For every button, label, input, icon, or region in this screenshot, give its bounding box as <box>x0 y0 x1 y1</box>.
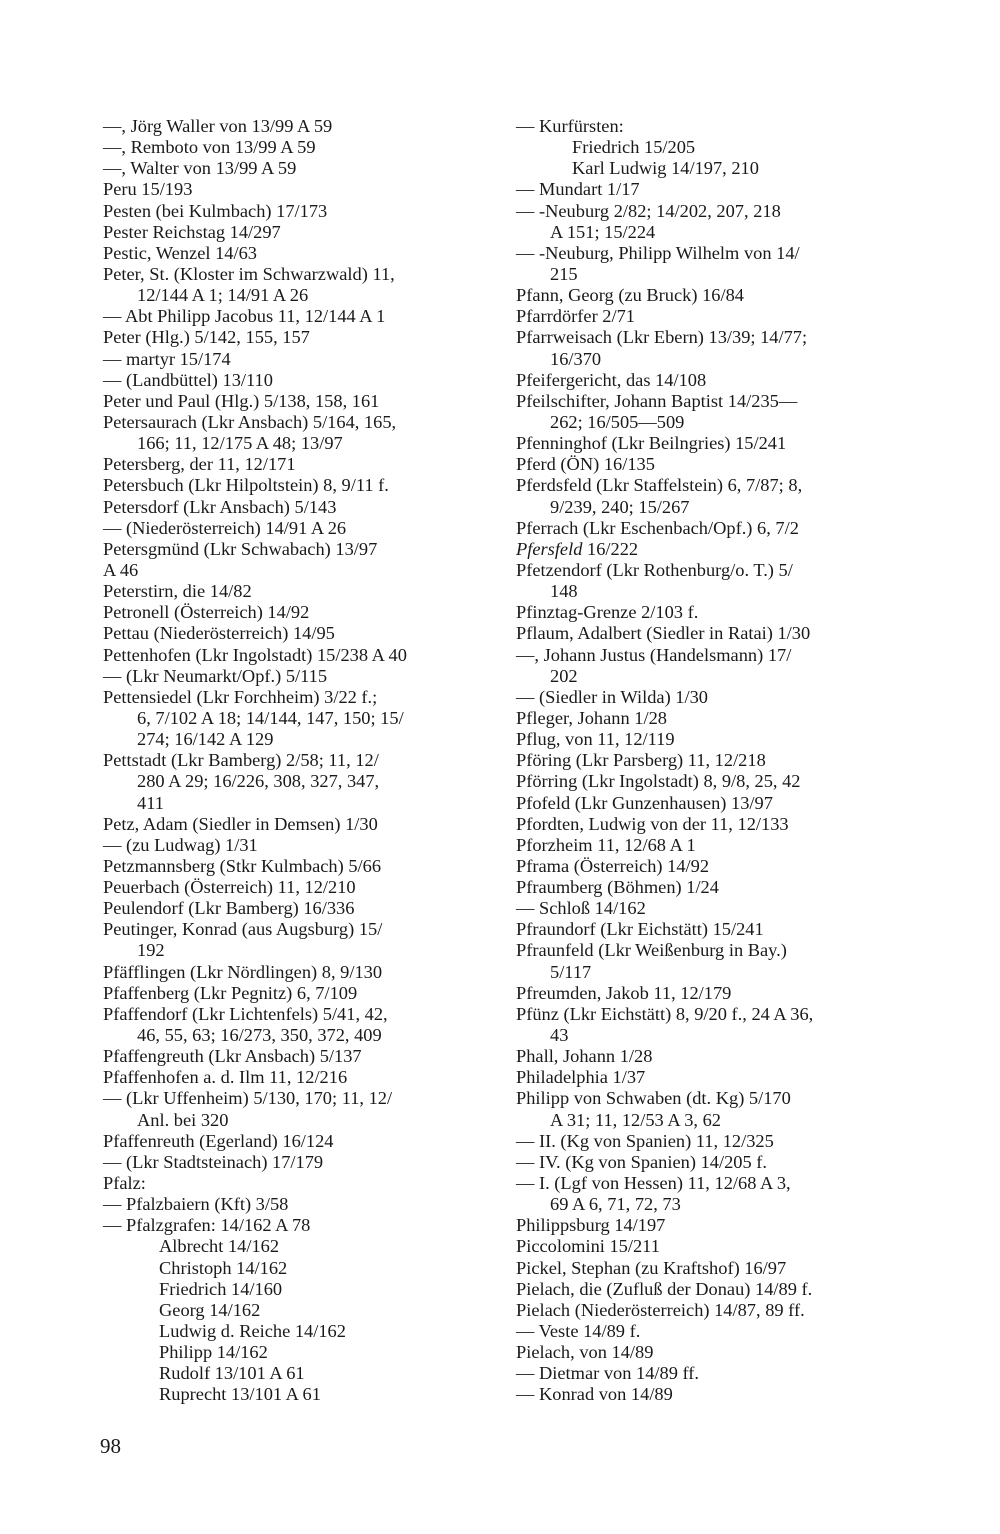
index-entry-line: — Veste 14/89 f. <box>516 1321 641 1342</box>
index-entry-line: 5/117 <box>550 961 592 982</box>
index-entry-line: Petersgmünd (Lkr Schwabach) 13/97 <box>103 538 378 559</box>
index-entry-line: Petronell (Österreich) 14/92 <box>103 602 310 623</box>
index-entry-line: Petz, Adam (Siedler in Demsen) 1/30 <box>103 813 378 834</box>
index-entry-line: Pielach, von 14/89 <box>516 1342 654 1363</box>
index-entry-line: — martyr 15/174 <box>103 348 231 369</box>
index-entry-line: Pföring (Lkr Parsberg) 11, 12/218 <box>516 750 766 771</box>
index-entry-line: Pferdsfeld (Lkr Staffelstein) 6, 7/87; 8, <box>516 475 803 496</box>
index-entry-line: 280 A 29; 16/226, 308, 327, 347, <box>137 771 380 792</box>
index-entry-line: Pfaffenberg (Lkr Pegnitz) 6, 7/109 <box>103 982 358 1003</box>
index-entry-line: Philippsburg 14/197 <box>516 1215 666 1236</box>
index-column-left <box>103 116 488 1406</box>
index-entry-line: Pfaffenreuth (Egerland) 16/124 <box>103 1130 334 1151</box>
index-entry-line: 69 A 6, 71, 72, 73 <box>550 1194 681 1215</box>
index-entry-line: Pferrach (Lkr Eschenbach/Opf.) 6, 7/2 <box>516 517 799 538</box>
index-entry-line: Pfreumden, Jakob 11, 12/179 <box>516 982 732 1003</box>
index-entry-line: Pfordten, Ludwig von der 11, 12/133 <box>516 813 789 834</box>
index-entry-line: —, Walter von 13/99 A 59 <box>103 158 297 179</box>
index-entry-line: Pfraunfeld (Lkr Weißenburg in Bay.) <box>516 940 787 961</box>
index-entry-line: Peter (Hlg.) 5/142, 155, 157 <box>103 327 310 348</box>
index-entry-line: Anl. bei 320 <box>137 1109 229 1130</box>
index-entry-line: Pförring (Lkr Ingolstadt) 8, 9/8, 25, 42 <box>516 771 801 792</box>
index-entry-line: —, Remboto von 13/99 A 59 <box>103 137 316 158</box>
index-entry-line: —, Jörg Waller von 13/99 A 59 <box>103 116 333 136</box>
index-entry-line <box>516 539 906 560</box>
index-entry-line: — (Niederösterreich) 14/91 A 26 <box>103 517 347 538</box>
index-entry-line: — (Siedler in Wilda) 1/30 <box>516 686 708 707</box>
index-entry-line: Pfraumberg (Böhmen) 1/24 <box>516 877 719 898</box>
index-entry-line: Petzmannsberg (Stkr Kulmbach) 5/66 <box>103 855 382 876</box>
index-entry-line: A 31; 11, 12/53 A 3, 62 <box>550 1109 721 1130</box>
index-entry-line: —, Johann Justus (Handelsmann) 17/ <box>516 644 792 665</box>
index-entry-line: 215 <box>550 263 578 284</box>
index-entry-line: Pframa (Österreich) 14/92 <box>516 855 710 876</box>
index-entry-line: 262; 16/505—509 <box>550 411 685 432</box>
index-entry-line: Pfraundorf (Lkr Eichstätt) 15/241 <box>516 919 764 940</box>
index-entry-line: — Mundart 1/17 <box>516 179 640 200</box>
page-number: 98 <box>100 1434 121 1458</box>
index-entry-line: — Pfalzgrafen: 14/162 A 78 <box>103 1215 311 1236</box>
index-entry-line: 166; 11, 12/175 A 48; 13/97 <box>137 433 343 454</box>
index-entry-line: Pfann, Georg (zu Bruck) 16/84 <box>516 285 744 306</box>
index-entry-line: 16/370 <box>550 348 602 369</box>
index-entry-line: Pfeifergericht, das 14/108 <box>516 369 707 390</box>
index-entry-line: Pfaffenhofen a. d. Ilm 11, 12/216 <box>103 1067 348 1088</box>
index-entry-line: Pforzheim 11, 12/68 A 1 <box>516 834 696 855</box>
index-entry-line: Petersberg, der 11, 12/171 <box>103 454 296 475</box>
index-entry-line: 9/239, 240; 15/267 <box>550 496 690 517</box>
index-entry-line: Piccolomini 15/211 <box>516 1236 660 1257</box>
index-entry-line: — I. (Lgf von Hessen) 11, 12/68 A 3, <box>516 1173 791 1194</box>
index-entry-line: Pferd (ÖN) 16/135 <box>516 454 655 475</box>
index-entry-line: 46, 55, 63; 16/273, 350, 372, 409 <box>137 1025 382 1046</box>
index-entry-line: Pielach, die (Zufluß der Donau) 14/89 f. <box>516 1278 813 1299</box>
index-entry-line: Pickel, Stephan (zu Kraftshof) 16/97 <box>516 1257 787 1278</box>
index-entry-line: — II. (Kg von Spanien) 11, 12/325 <box>516 1130 774 1151</box>
index-entry-line: Pettstadt (Lkr Bamberg) 2/58; 11, 12/ <box>103 750 379 771</box>
index-entry-line: 274; 16/142 A 129 <box>137 729 274 750</box>
index-entry-line: 148 <box>550 581 578 602</box>
index-entry-line: Albrecht 14/162 <box>159 1236 280 1257</box>
index-entry-rest: 16/222 <box>582 538 639 559</box>
index-entry-line: 202 <box>550 665 578 686</box>
index-entry-line: Pfeilschifter, Johann Baptist 14/235— <box>516 390 798 411</box>
index-entry-line: — IV. (Kg von Spanien) 14/205 f. <box>516 1151 767 1172</box>
index-entry-line: — (zu Ludwag) 1/31 <box>103 834 258 855</box>
index-entry-line: — (Lkr Uffenheim) 5/130, 170; 11, 12/ <box>103 1088 393 1109</box>
index-entry-line: — -Neuburg, Philipp Wilhelm von 14/ <box>516 242 800 263</box>
index-entry-line: Christoph 14/162 <box>159 1257 288 1278</box>
index-entry-line: Pielach (Niederösterreich) 14/87, 89 ff. <box>516 1299 805 1320</box>
index-entry-line: Peulendorf (Lkr Bamberg) 16/336 <box>103 898 355 919</box>
index-entry-line: Phall, Johann 1/28 <box>516 1046 653 1067</box>
index-entry-line: — (Lkr Neumarkt/Opf.) 5/115 <box>103 665 328 686</box>
index-entry-line: Pfarrdörfer 2/71 <box>516 306 635 327</box>
index-entry-line: Peter, St. (Kloster im Schwarzwald) 11, <box>103 263 395 284</box>
index-entry-line: Peuerbach (Österreich) 11, 12/210 <box>103 877 356 898</box>
index-entry-line: Peter und Paul (Hlg.) 5/138, 158, 161 <box>103 390 380 411</box>
index-entry-line: Pfleger, Johann 1/28 <box>516 707 667 728</box>
index-entry-line: Georg 14/162 <box>159 1299 261 1320</box>
index-entry-line: — Schloß 14/162 <box>516 898 646 919</box>
index-entry-line: Pfünz (Lkr Eichstätt) 8, 9/20 f., 24 A 36, <box>516 1003 814 1024</box>
index-entry-line: Pfinztag-Grenze 2/103 f. <box>516 602 699 623</box>
index-entry-line: Peutinger, Konrad (aus Augsburg) 15/ <box>103 919 383 940</box>
index-entry-line: — Pfalzbaiern (Kft) 3/58 <box>103 1194 289 1215</box>
index-entry-line: A 46 <box>103 559 139 580</box>
index-entry-line: Pettensiedel (Lkr Forchheim) 3/22 f.; <box>103 686 378 707</box>
index-entry-line: Peterstirn, die 14/82 <box>103 581 252 602</box>
index-entry-line: Petersbuch (Lkr Hilpoltstein) 8, 9/11 f. <box>103 475 389 496</box>
index-entry-line: Ludwig d. Reiche 14/162 <box>159 1321 346 1342</box>
index-entry-line: Pfetzendorf (Lkr Rothenburg/o. T.) 5/ <box>516 559 793 580</box>
index-entry-line: Pfaffengreuth (Lkr Ansbach) 5/137 <box>103 1046 362 1067</box>
index-entry-line: Karl Ludwig 14/197, 210 <box>572 158 759 179</box>
index-entry-line: Friedrich 15/205 <box>572 137 696 158</box>
index-entry-line: Pfäfflingen (Lkr Nördlingen) 8, 9/130 <box>103 961 383 982</box>
index-entry-line: Pester Reichstag 14/297 <box>103 221 281 242</box>
index-entry-line: Pfarrweisach (Lkr Ebern) 13/39; 14/77; <box>516 327 808 348</box>
index-entry-line: — (Landbüttel) 13/110 <box>103 369 273 390</box>
index-entry-line: — Kurfürsten: <box>516 116 624 136</box>
index-entry-line: — Dietmar von 14/89 ff. <box>516 1363 700 1384</box>
index-entry-line: Pfenninghof (Lkr Beilngries) 15/241 <box>516 433 787 454</box>
index-entry-line: Petersaurach (Lkr Ansbach) 5/164, 165, <box>103 411 397 432</box>
index-entry-line: Pflug, von 11, 12/119 <box>516 729 675 750</box>
index-entry-line: Petersdorf (Lkr Ansbach) 5/143 <box>103 496 337 517</box>
index-entry-italic-head: Pfersfeld <box>516 538 583 559</box>
index-entry-line: Ruprecht 13/101 A 61 <box>159 1384 321 1405</box>
index-entry-line: — (Lkr Stadtsteinach) 17/179 <box>103 1151 324 1172</box>
index-entry-line: 411 <box>137 792 164 813</box>
index-entry-line: — -Neuburg 2/82; 14/202, 207, 218 <box>516 200 781 221</box>
index-entry-line: — Konrad von 14/89 <box>516 1384 673 1405</box>
index-entry-line: A 151; 15/224 <box>550 221 656 242</box>
index-entry-line: Pestic, Wenzel 14/63 <box>103 242 257 263</box>
index-entry-line: Friedrich 14/160 <box>159 1278 283 1299</box>
index-entry-line: Pettau (Niederösterreich) 14/95 <box>103 623 335 644</box>
index-entry-line: Philadelphia 1/37 <box>516 1067 646 1088</box>
index-entry-line: — Abt Philipp Jacobus 11, 12/144 A 1 <box>103 306 386 327</box>
index-column-right <box>516 116 906 1406</box>
index-entry-line: Philipp 14/162 <box>159 1342 268 1363</box>
index-entry-line: Pflaum, Adalbert (Siedler in Ratai) 1/30 <box>516 623 811 644</box>
index-entry-line: 6, 7/102 A 18; 14/144, 147, 150; 15/ <box>137 707 404 728</box>
index-entry-line: Rudolf 13/101 A 61 <box>159 1363 305 1384</box>
index-entry-line: 192 <box>137 940 165 961</box>
index-entry-line: Pfaffendorf (Lkr Lichtenfels) 5/41, 42, <box>103 1003 388 1024</box>
index-entry-line: Pettenhofen (Lkr Ingolstadt) 15/238 A 40 <box>103 644 407 665</box>
index-entry-line: Philipp von Schwaben (dt. Kg) 5/170 <box>516 1088 791 1109</box>
index-entry-line: 43 <box>550 1025 569 1046</box>
index-entry-line: Pfofeld (Lkr Gunzenhausen) 13/97 <box>516 792 773 813</box>
index-entry-line: Pfalz: <box>103 1173 146 1194</box>
index-entry-line: 12/144 A 1; 14/91 A 26 <box>137 285 309 306</box>
index-entry-line: Pesten (bei Kulmbach) 17/173 <box>103 200 328 221</box>
index-entry-line: Peru 15/193 <box>103 179 193 200</box>
